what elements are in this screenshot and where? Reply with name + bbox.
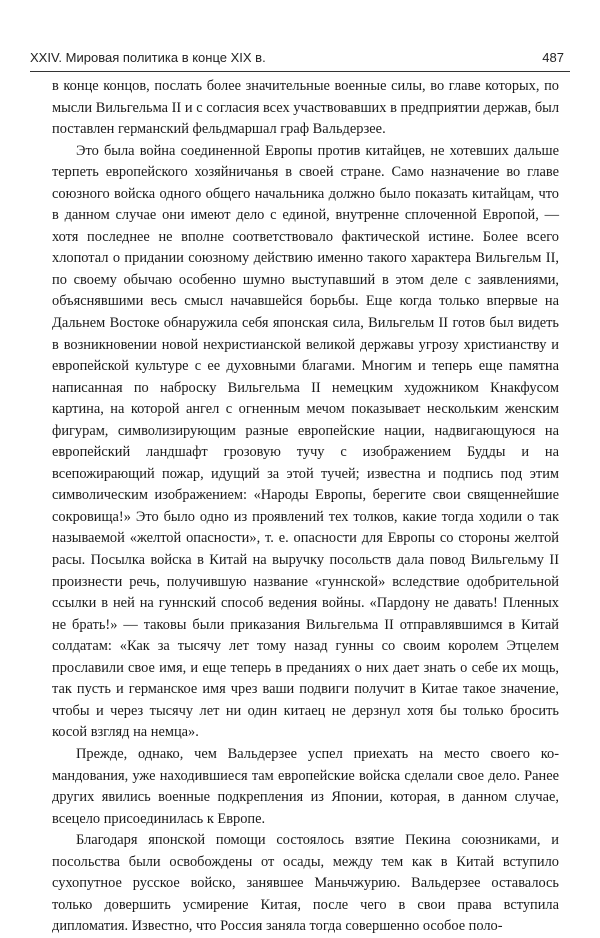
paragraph: Благодаря японской помощи состоялось взятие Пекина союзниками, и посольства были освобождены от осады, между тем как в Китай вступило сухопутное русское войско, занявшее Маньчжурию. Вальдерзее оставалось только довершить усмирение Китая, после чего в свои права вступила дипломатия. Известно, что Россия заняла тогда совершенно особое поло- [52, 832, 559, 935]
header-rule [30, 71, 570, 72]
running-header [30, 50, 570, 68]
chapter-title: XXIV. Мировая политика в конце XIX в. [30, 50, 266, 65]
paragraph: в конце концов, послать более значительные военные силы, во главе которых, по мысли Вильгельма II и с согласия всех участвовавших в предприятии держав, был поставлен германский фельдмаршал граф Вальдерзее. [52, 78, 559, 138]
page-number: 487 [542, 50, 564, 65]
body-text [52, 76, 559, 938]
paragraph: Прежде, однако, чем Вальдерзее успел приехать на место своего командования, уже находившиеся там европейские войска сделали свое дело. Ранее других явились военные подкрепления из Японии, которая, в данном случае, всецело присоединилась к Европе. [52, 745, 559, 827]
paragraph: Это была война соединенной Европы против китайцев, не хотевших дальше терпеть европейского хозяйничанья в своей стране. Само назначение во главе союзного войска одного общего начальника должно было показать китайцам, что в данном случае они имеют дело с единой, внутренне сплоченной Европой, — хотя последнее не вполне соответствовало фактической истине. Более всего хлопотал о придании союзному действию именно такого характера Вильгельм II, по своему обычаю особенно шумно выступавший в этом деле с заявлениями, объяснявшими весь смысл начавшейся борьбы. Еще когда только впервые на Дальнем Востоке обнаружила себя японская сила, Вильгельм II готов был видеть в возникновении новой нехристианской великой державы угрозу христианству и европейской культуре с ее духовными благами. Многим и теперь еще памятна написанная по наброску Вильгельма II немецким художником Кнакфусом картина, на которой ангел с огненным мечом показывает нескольким женским фигурам, символизирующим разные европейские нации, надвигающуюся на европейский ландшафт грозовую тучу с изображением Будды и на всепожирающий пожар, идущий за этой тучей; известна и подпись под этим символическим изображением: «Народы Европы, берегите свои священнейшие сокровища!» Это было одно из проявлений тех толков, какие тогда ходили о так называемой «желтой опасности», т. е. опасности для Европы со стороны желтой расы. Посылка войска в Китай на выручку посольств дала повод Вильгельму II произнести речь, получившую название «гуннской» вследствие одобрительной ссылки в ней на гуннский способ ведения войны. «Пардону не давать! Пленных не брать!» — таковы были приказания Вильгельма II отправлявшимся в Китай солдатам: «Как за тысячу лет тому назад гунны со своим королем Этцелем прославили свое имя, и еще теперь в преданиях о них дает знать о себе их мощь, так пусть и германское имя чрез ваши подвиги получит в Китае такое значение, чтобы и через тысячу лет ни один китаец не дерзнул хотя бы только бросить косой взгляд на немца». [52, 142, 559, 741]
